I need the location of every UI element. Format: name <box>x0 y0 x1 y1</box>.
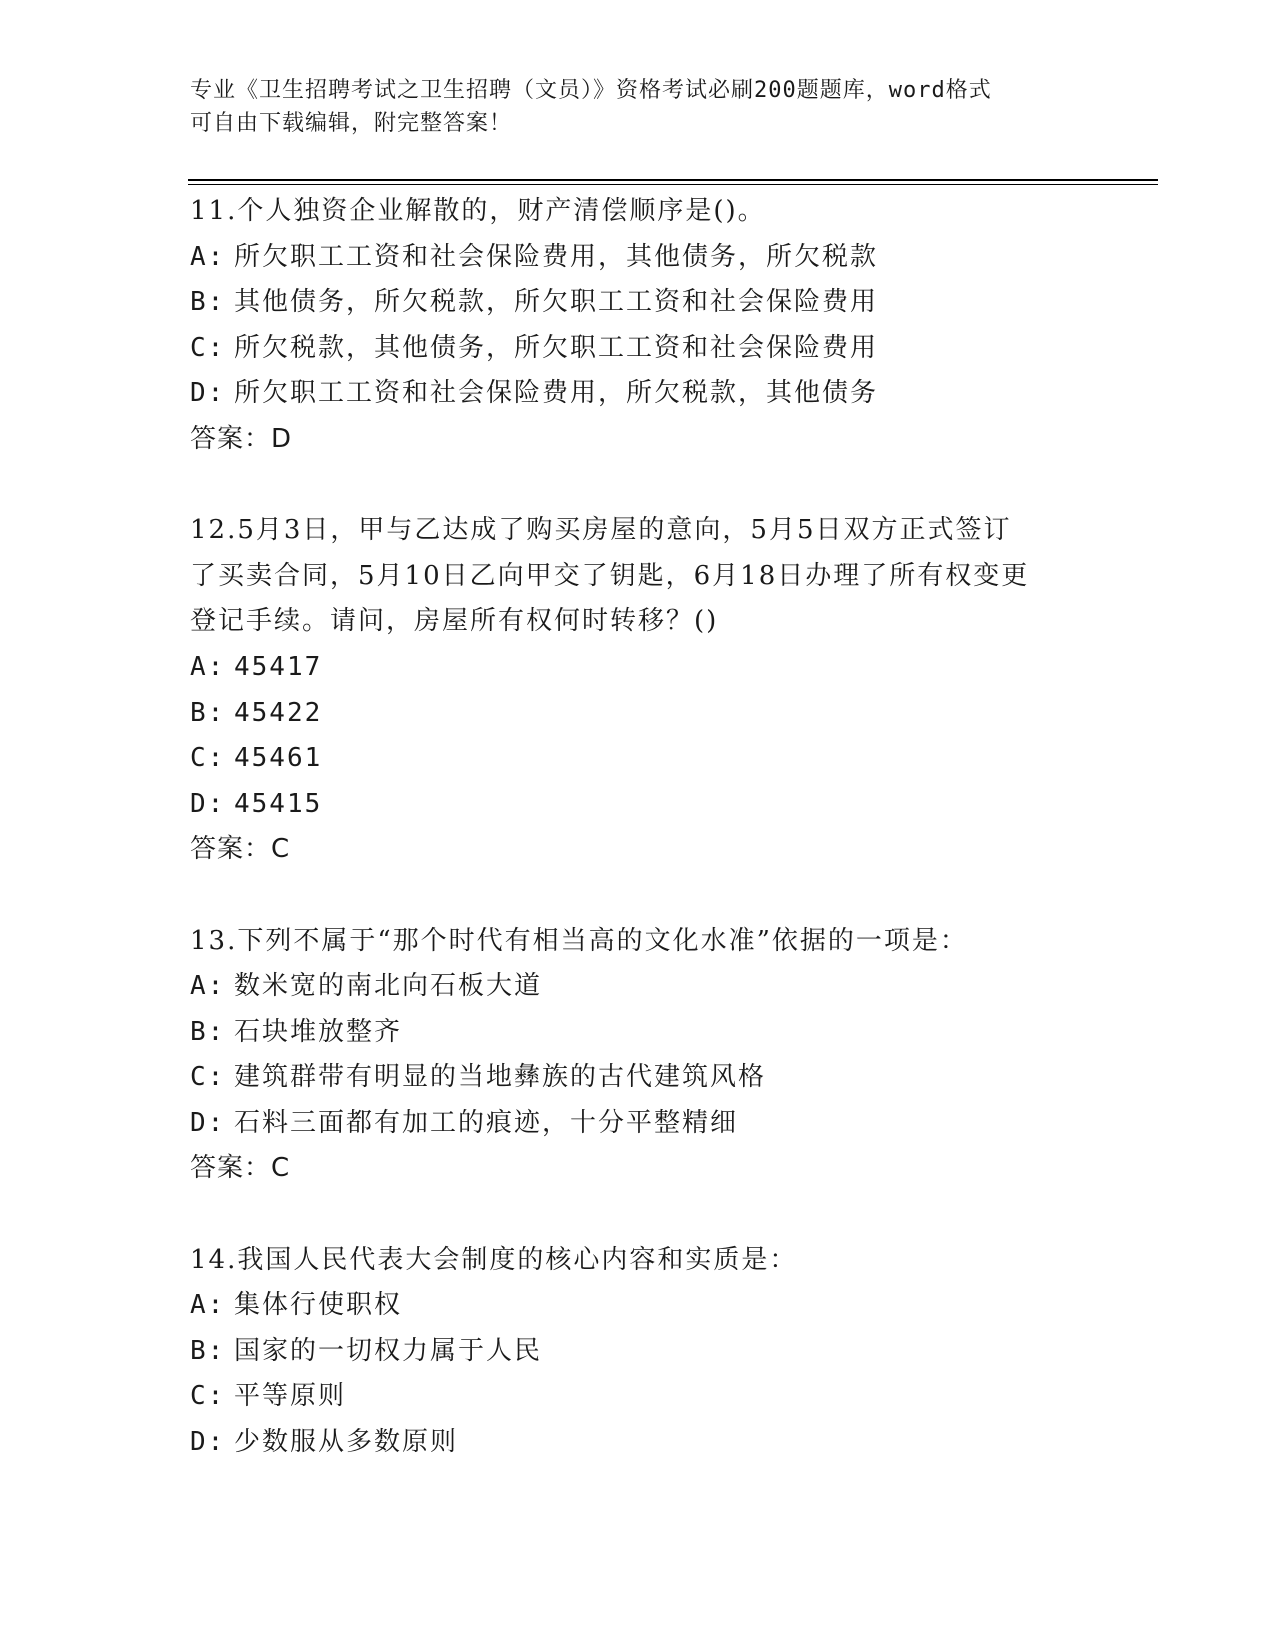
option-label: C: <box>190 1381 226 1412</box>
option-c <box>190 1374 1150 1420</box>
option-label: C: <box>190 332 226 363</box>
option-b <box>190 280 1150 326</box>
answer-line: 答案：C <box>190 1153 291 1184</box>
question-block <box>190 189 1150 463</box>
question-block <box>190 1238 1150 1466</box>
option-text: 少数服从多数原则 <box>234 1427 459 1458</box>
option-text: 45415 <box>234 788 323 819</box>
question-block <box>190 508 1150 873</box>
question-stem: 登记手续。请问，房屋所有权何时转移？() <box>190 606 719 637</box>
option-text: 所欠职工工资和社会保险费用，所欠税款，其他债务 <box>234 378 879 409</box>
option-text: 45417 <box>234 651 323 682</box>
option-label: B: <box>190 1335 226 1366</box>
option-text: 45461 <box>234 743 323 774</box>
header-line-2: 可自由下载编辑，附完整答案！ <box>190 111 513 136</box>
option-label: A: <box>190 971 226 1002</box>
option-a <box>190 235 1150 281</box>
spacer <box>190 1192 1150 1238</box>
option-text: 集体行使职权 <box>234 1290 403 1321</box>
option-c <box>190 736 1150 782</box>
option-label: D: <box>190 788 226 819</box>
option-label: B: <box>190 287 226 318</box>
option-text: 45422 <box>234 697 323 728</box>
option-label: A: <box>190 241 226 272</box>
option-b <box>190 1329 1150 1375</box>
spacer <box>190 873 1150 919</box>
option-d <box>190 371 1150 417</box>
option-d <box>190 1101 1150 1147</box>
option-label: D: <box>190 1107 226 1138</box>
spacer <box>190 463 1150 509</box>
option-label: B: <box>190 1016 226 1047</box>
question-stem: 12.5月3日，甲与乙达成了购买房屋的意向，5月5日双方正式签订 <box>190 515 1012 546</box>
option-d <box>190 782 1150 828</box>
answer-line: 答案：D <box>190 423 293 454</box>
option-text: 数米宽的南北向石板大道 <box>234 971 543 1002</box>
option-label: B: <box>190 697 226 728</box>
option-a <box>190 964 1150 1010</box>
question-stem: 14.我国人民代表大会制度的核心内容和实质是： <box>190 1244 798 1275</box>
option-text: 其他债务，所欠税款，所欠职工工资和社会保险费用 <box>234 287 879 318</box>
option-text: 国家的一切权力属于人民 <box>234 1335 543 1366</box>
option-text: 所欠税款，其他债务，所欠职工工资和社会保险费用 <box>234 332 879 363</box>
question-stem: 11.个人独资企业解散的，财产清偿顺序是()。 <box>190 196 766 226</box>
header-line-1: 专业《卫生招聘考试之卫生招聘（文员）》资格考试必刷200题题库，word格式 <box>190 78 992 103</box>
option-text: 建筑群带有明显的当地彝族的古代建筑风格 <box>234 1062 767 1093</box>
answer-line: 答案：C <box>190 834 291 865</box>
option-d <box>190 1420 1150 1466</box>
option-text: 石料三面都有加工的痕迹，十分平整精细 <box>234 1107 739 1138</box>
header-rule-thin <box>188 184 1158 185</box>
option-label: D: <box>190 378 226 409</box>
option-c <box>190 1055 1150 1101</box>
header-rule-thick <box>188 179 1158 181</box>
option-a <box>190 645 1150 691</box>
option-text: 石块堆放整齐 <box>234 1016 403 1047</box>
option-label: D: <box>190 1427 226 1458</box>
option-label: C: <box>190 1062 226 1093</box>
question-block <box>190 919 1150 1193</box>
option-text: 所欠职工工资和社会保险费用，其他债务，所欠税款 <box>234 241 879 272</box>
option-label: A: <box>190 1290 226 1321</box>
question-stem: 了买卖合同，5月10日乙向甲交了钥匙，6月18日办理了所有权变更 <box>190 560 1030 591</box>
option-label: C: <box>190 743 226 774</box>
option-a <box>190 1283 1150 1329</box>
question-list <box>190 189 1150 1466</box>
option-b <box>190 691 1150 737</box>
question-stem: 13.下列不属于“那个时代有相当高的文化水准”依据的一项是： <box>190 925 968 956</box>
option-text: 平等原则 <box>234 1381 347 1412</box>
document-header <box>190 74 1090 140</box>
option-b <box>190 1010 1150 1056</box>
option-c <box>190 326 1150 372</box>
option-label: A: <box>190 651 226 682</box>
